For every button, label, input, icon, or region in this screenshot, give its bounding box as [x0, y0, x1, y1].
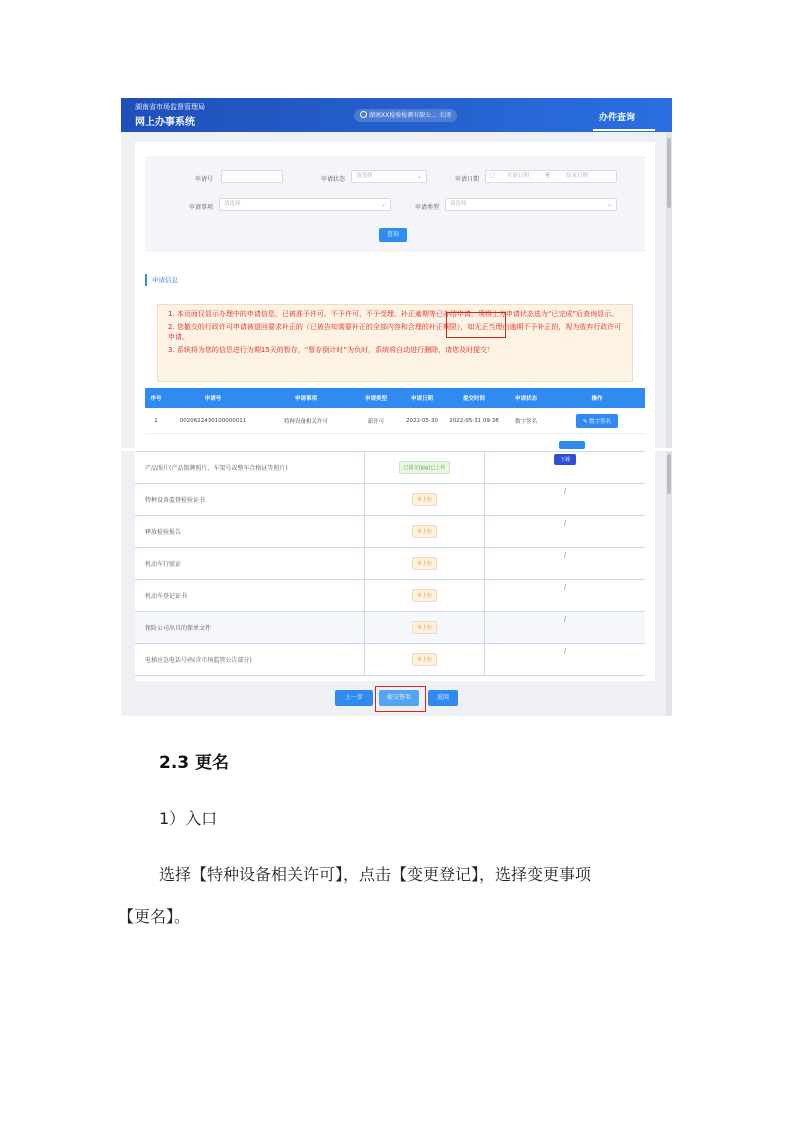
material-name: 特种设备监督检验证书: [135, 484, 365, 515]
apply-no-input[interactable]: [221, 170, 283, 183]
section-heading: 2.3 更名: [159, 753, 230, 773]
material-op: /: [563, 648, 567, 655]
table-row-partial: [555, 441, 631, 451]
section-title: 申请信息: [145, 274, 178, 286]
col-index: 序号: [150, 396, 162, 402]
cell-status: 数字签名: [514, 418, 537, 425]
cell-index: 1: [154, 417, 158, 424]
status-badge: 已提交(jpg)已上传: [399, 461, 451, 474]
apply-item-label: 申请事项: [189, 204, 214, 211]
material-name: 产品照片(产品铭牌照片、车架号或整车合格证等照片): [135, 452, 365, 483]
cell-submit-time: 2022-05-31 09:38: [449, 417, 499, 424]
col-operation: 操作: [591, 396, 603, 402]
body-text-line-2: 【更名】。: [118, 907, 191, 926]
notice-item-1: 1. 本页面仅显示办理中的申请信息，已被准予许可、不予许可、不予受理、补正逾期等已办结申请，须将上方申请状态选为“已完成”后查询显示。: [168, 310, 619, 318]
material-status: [365, 452, 485, 483]
table-header: [145, 388, 645, 408]
material-status: [365, 644, 485, 675]
scrollbar[interactable]: [666, 451, 672, 716]
filter-form: [145, 156, 645, 252]
material-panel: [135, 451, 655, 681]
chevron-down-icon: ⌄: [416, 173, 422, 180]
apply-status-select[interactable]: [351, 170, 427, 183]
material-status: [365, 612, 485, 643]
table-row: [135, 580, 645, 612]
table-row: [135, 548, 645, 580]
material-op: /: [563, 552, 567, 559]
col-item: 申请事项: [294, 396, 317, 402]
material-op: [485, 452, 645, 483]
screenshot-material-list: [121, 451, 672, 716]
apply-date-label: 申请日期: [455, 176, 480, 183]
scrollbar-thumb[interactable]: [667, 454, 671, 494]
table-row: [135, 644, 645, 676]
apply-type-placeholder: 请选择: [450, 201, 467, 207]
scrollbar-thumb[interactable]: [667, 138, 671, 208]
table-row: [135, 452, 645, 484]
entry-subheading: 1）入口: [159, 809, 218, 828]
cell-date: 2022-05-30: [406, 417, 438, 424]
material-op: /: [563, 616, 567, 623]
prev-step-button[interactable]: 上一步: [335, 690, 373, 706]
application-table: [145, 388, 645, 434]
material-table: [135, 451, 645, 676]
screenshot-application-list: [121, 98, 672, 448]
apply-no-label: 申请号: [195, 176, 214, 183]
status-badge: 未上传: [412, 525, 437, 538]
date-end: 结束日期: [565, 173, 588, 179]
material-status: [365, 516, 485, 547]
status-badge: 未上传: [412, 653, 437, 666]
date-start: 开始日期: [506, 173, 529, 179]
table-row: [135, 484, 645, 516]
material-name: 释放检验报告: [135, 516, 365, 547]
apply-item-select[interactable]: [219, 198, 391, 211]
apply-date-range[interactable]: [485, 170, 617, 183]
body-text-line-1: 选择【特种设备相关许可】，点击【变更登记】，选择变更事项: [159, 865, 592, 884]
date-separator: 至: [544, 173, 551, 179]
scrollbar[interactable]: [666, 132, 672, 448]
query-button[interactable]: 查询: [379, 228, 407, 242]
apply-status-label: 申请状态: [321, 176, 346, 183]
table-row: [135, 612, 645, 644]
highlight-box-sign: [446, 312, 506, 338]
col-type: 申请类型: [364, 396, 387, 402]
notice-item-2: 2. 您撤交的行政许可申请被退回要求补正的（已被告知需要补正的全部内容和合理的补正期限），如无正当理由逾期不予补正的，视为放弃行政许可申请。: [168, 322, 622, 341]
return-button[interactable]: 返回: [428, 690, 458, 706]
col-status: 申请状态: [514, 396, 537, 402]
table-row[interactable]: [145, 408, 645, 434]
apply-status-placeholder: 请选择: [356, 173, 373, 179]
download-button[interactable]: 下载: [554, 454, 576, 465]
cell-item: 特种设备相关许可: [283, 418, 328, 425]
status-badge: 未上传: [412, 493, 437, 506]
cell-apply-no: 0020622430100000011: [179, 417, 247, 424]
apply-item-placeholder: 请选择: [224, 201, 241, 207]
user-badge[interactable]: [354, 109, 457, 122]
material-op: /: [563, 584, 567, 591]
notice-box: [157, 304, 633, 382]
material-name: 保险公司出具的保单文件: [135, 612, 365, 643]
cell-type: 新许可: [367, 418, 385, 425]
system-name: 网上办事系统: [135, 117, 195, 128]
col-date: 申请日期: [410, 396, 433, 402]
col-apply-no: 申请号: [204, 396, 222, 402]
col-submit-time: 提交时间: [462, 396, 485, 402]
digital-sign-button[interactable]: ✎ 数字签名: [576, 414, 618, 428]
chevron-down-icon: ⌄: [606, 201, 612, 208]
material-name: 机动车登记证书: [135, 580, 365, 611]
user-name: 湖南XX检验检测有限公... 关闭: [369, 112, 451, 119]
org-name: 湖南省市场监督管理局: [135, 103, 205, 111]
material-op: /: [563, 520, 567, 527]
material-status: [365, 580, 485, 611]
status-badge: 未上传: [412, 557, 437, 570]
row-action-button[interactable]: [559, 441, 585, 449]
submit-sign-button[interactable]: 提交签名: [379, 690, 419, 706]
apply-type-select[interactable]: [445, 198, 617, 211]
material-status: [365, 484, 485, 515]
status-badge: 未上传: [412, 621, 437, 634]
app-header: [121, 98, 672, 132]
material-name: 机动车行驶证: [135, 548, 365, 579]
notice-item-3: 3. 系统将为您的信息进行为期15天的暂存，“暂存倒计时”为负时，系统将自动进行删除，请您及时提交！: [168, 345, 495, 354]
table-row: [135, 516, 645, 548]
highlight-box-submit: [375, 686, 426, 712]
material-status: [365, 548, 485, 579]
chevron-down-icon: ⌄: [380, 201, 386, 208]
apply-type-label: 申请类型: [415, 204, 440, 211]
nav-query[interactable]: 办件查询: [599, 113, 636, 123]
status-badge: 未上传: [412, 589, 437, 602]
material-op: /: [563, 488, 567, 495]
user-icon: [360, 111, 367, 118]
material-name: 电梯应急电话号码(含市场监管公告部分): [135, 644, 365, 675]
calendar-icon: ▢: [490, 173, 496, 179]
cell-operation: [549, 408, 645, 433]
nav-active-underline: [593, 129, 655, 131]
